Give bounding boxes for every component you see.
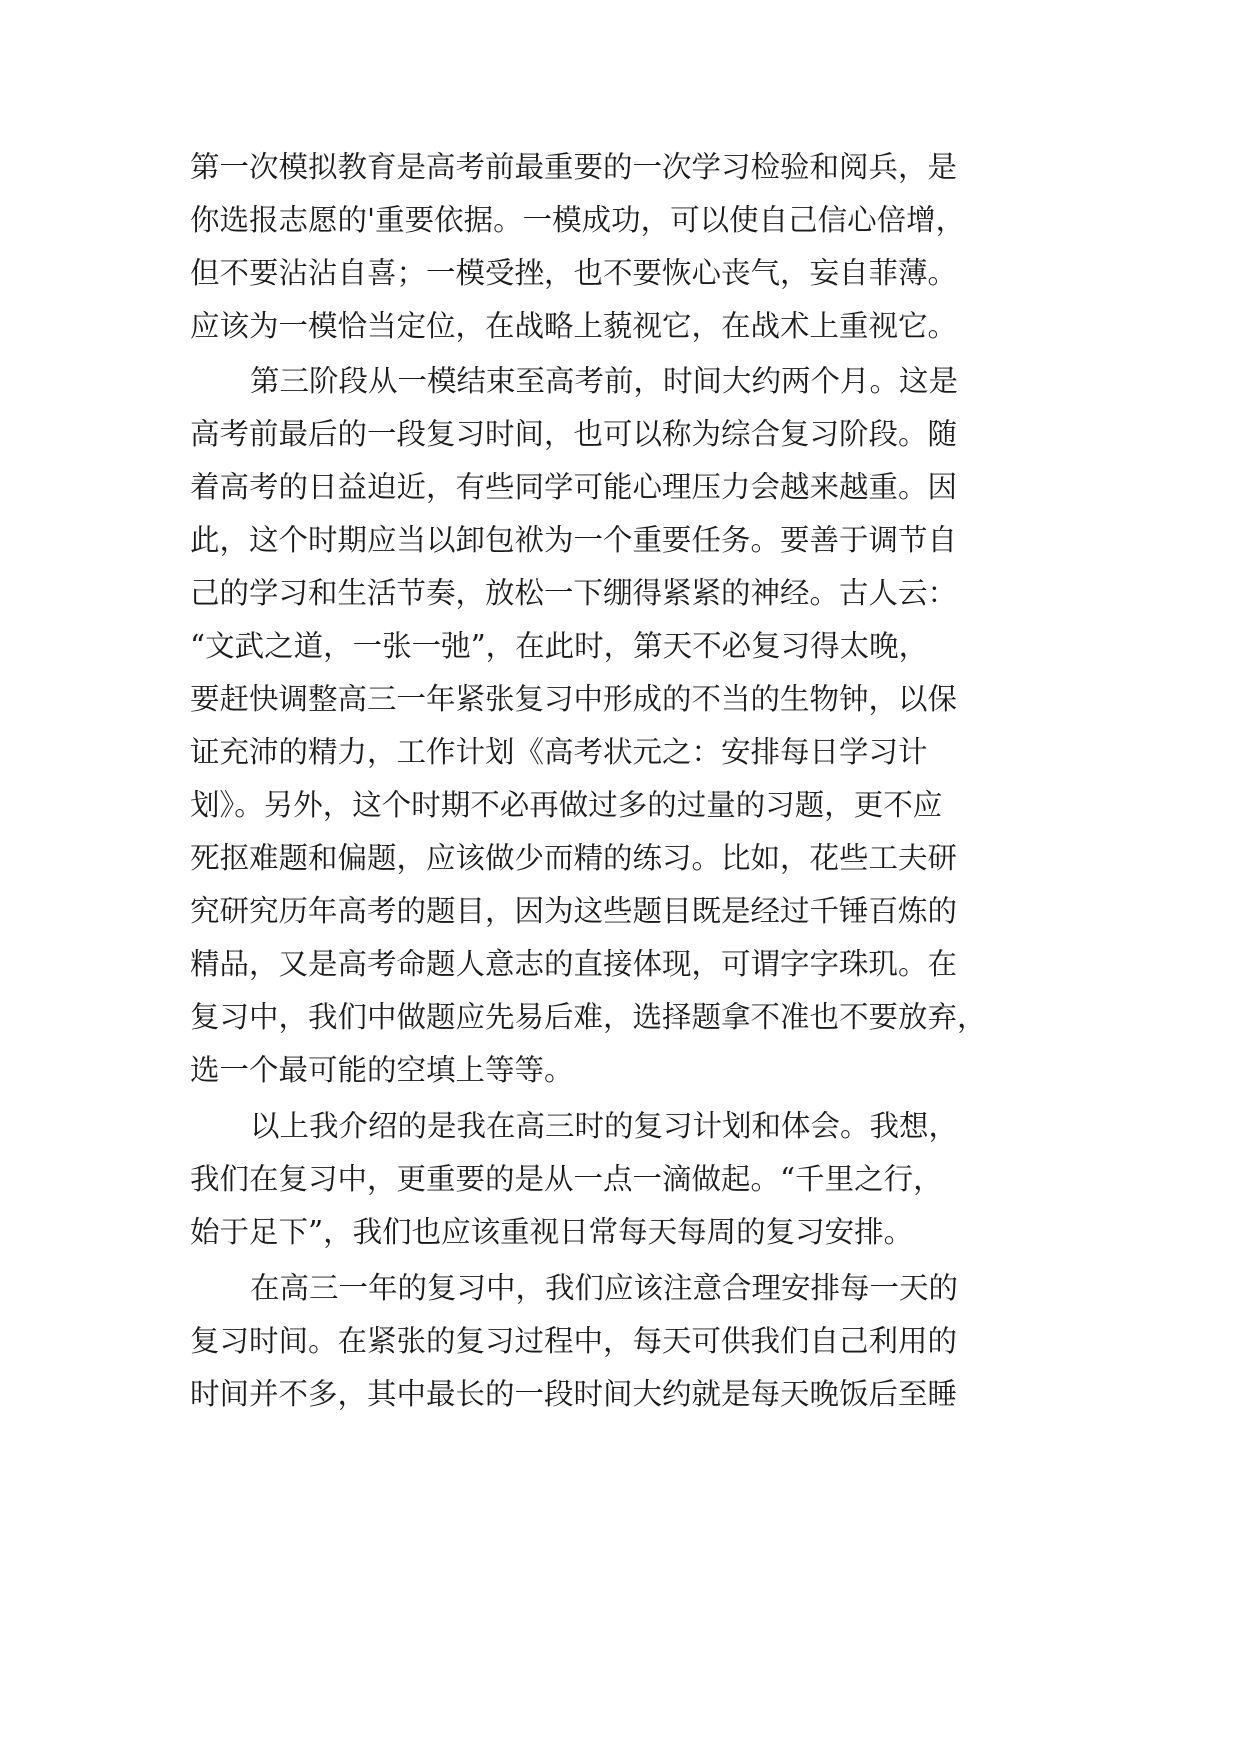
text-line: 要赶快调整高三一年紧张复习中形成的不当的生物钟，以保 <box>190 682 958 716</box>
text-line: 此，这个时期应当以卸包袱为一个重要任务。要善于调节自 <box>190 523 958 557</box>
text-line: 第三阶段从一模结束至高考前，时间大约两个月。这是 <box>250 364 959 398</box>
text-line: 划》。另外，这个时期不必再做过多的过量的习题，更不应 <box>190 788 943 822</box>
text-line: 高考前最后的一段复习时间，也可以称为综合复习阶段。随 <box>190 417 958 451</box>
text-line: 始于足下”，我们也应该重视日常每天每周的复习安排。 <box>190 1215 914 1249</box>
text-line: 证充沛的精力，工作计划《高考状元之：安排每日学习计 <box>190 735 928 769</box>
text-line: 死抠难题和偏题，应该做少而精的练习。比如，花些工夫研 <box>190 841 958 875</box>
text-line: 究研究历年高考的题目，因为这些题目既是经过千锤百炼的 <box>190 894 958 928</box>
text-line: 着高考的日益迫近，有些同学可能心理压力会越来越重。因 <box>190 470 958 504</box>
text-line: 时间并不多，其中最长的一段时间大约就是每天晚饭后至睡 <box>190 1377 958 1411</box>
text-line: 选一个最可能的空填上等等。 <box>190 1053 574 1087</box>
text-line: 精品，又是高考命题人意志的直接体现，可谓字字珠玑。在 <box>190 947 958 981</box>
text-line: 复习中，我们中做题应先易后难，选择题拿不准也不要放弃， <box>190 1000 987 1034</box>
text-line: 你选报志愿的'重要依据。一模成功，可以使自己信心倍增， <box>190 203 966 237</box>
text-line: 我们在复习中，更重要的是从一点一滴做起。“千里之行， <box>190 1162 943 1196</box>
text-line: 以上我介绍的是我在高三时的复习计划和体会。我想， <box>250 1109 959 1143</box>
text-line: 但不要沾沾自喜；一模受挫，也不要恢心丧气，妄自菲薄。 <box>190 256 958 290</box>
text-line: 在高三一年的复习中，我们应该注意合理安排每一天的 <box>250 1271 959 1305</box>
text-line: “文武之道，一张一弛”，在此时，第天不必复习得太晚， <box>190 629 929 663</box>
text-line: 复习时间。在紧张的复习过程中，每天可供我们自己利用的 <box>190 1324 958 1358</box>
text-line: 第一次模拟教育是高考前最重要的一次学习检验和阅兵，是 <box>190 150 958 184</box>
text-line: 己的学习和生活节奏，放松一下绷得紧紧的神经。古人云： <box>190 576 958 610</box>
text-line: 应该为一模恰当定位，在战略上藐视它，在战术上重视它。 <box>190 309 958 343</box>
